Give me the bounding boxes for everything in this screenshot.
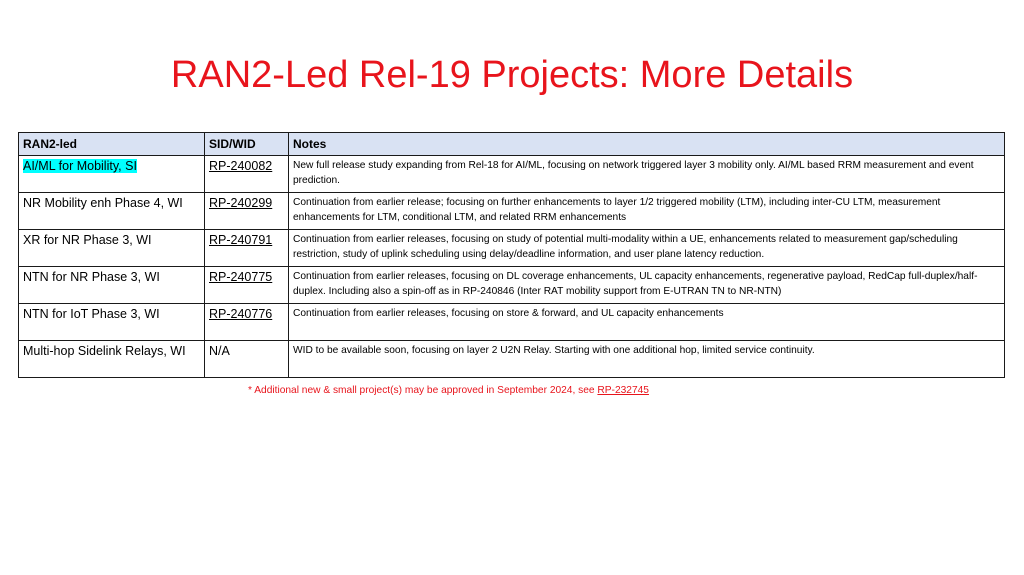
- sid-link[interactable]: RP-240082: [209, 159, 273, 173]
- notes-cell: Continuation from earlier releases, focusing on DL coverage enhancements, UL capacity enhancements, regenerative payload, RedCap full-duplex/half-duplex. Including also a spin-off as in RP-240846 (Inter RAT mobility support from E-UTRAN TN to NR-NTN): [289, 267, 1005, 304]
- notes-cell: Continuation from earlier releases, focusing on study of potential multi-modality within a UE, enhancements related to measurement gap/scheduling restriction, study of uplink scheduling using delay/deadline information, and user plane latency reduction.: [289, 230, 1005, 267]
- sid-cell: [205, 341, 289, 378]
- sid-link[interactable]: RP-240791: [209, 233, 273, 247]
- sid-value: N/A: [209, 344, 230, 358]
- project-name-cell: [19, 267, 205, 304]
- project-name-cell: [19, 193, 205, 230]
- notes-cell: WID to be available soon, focusing on layer 2 U2N Relay. Starting with one additional hop, limited service continuity.: [289, 341, 1005, 378]
- sid-cell: [205, 230, 289, 267]
- sid-link[interactable]: RP-240776: [209, 307, 273, 321]
- project-name-cell: [19, 156, 205, 193]
- project-name: NR Mobility enh Phase 4, WI: [23, 196, 183, 210]
- footnote-link[interactable]: RP-232745: [597, 385, 649, 396]
- header-notes: Notes: [289, 133, 1005, 156]
- table-row: [19, 267, 1005, 304]
- sid-cell: [205, 193, 289, 230]
- project-name: XR for NR Phase 3, WI: [23, 233, 152, 247]
- notes-cell: New full release study expanding from Rel-18 for AI/ML, focusing on network triggered layer 3 mobility only. AI/ML based RRM measurement and event prediction.: [289, 156, 1005, 193]
- table-row: [19, 156, 1005, 193]
- project-name: AI/ML for Mobility, SI: [23, 159, 137, 173]
- slide-title: RAN2-Led Rel-19 Projects: More Details: [170, 54, 854, 96]
- table-row: [19, 193, 1005, 230]
- sid-cell: [205, 304, 289, 341]
- footnote: [248, 385, 649, 396]
- project-name-cell: [19, 230, 205, 267]
- project-name-cell: [19, 341, 205, 378]
- project-name: NTN for NR Phase 3, WI: [23, 270, 160, 284]
- project-name-cell: [19, 304, 205, 341]
- project-name: Multi-hop Sidelink Relays, WI: [23, 344, 186, 358]
- table-row: [19, 304, 1005, 341]
- sid-link[interactable]: RP-240775: [209, 270, 273, 284]
- table-header-row: [19, 133, 1005, 156]
- notes-cell: Continuation from earlier releases, focusing on store & forward, and UL capacity enhancements: [289, 304, 1005, 341]
- table-row: [19, 230, 1005, 267]
- projects-table: [18, 132, 1005, 378]
- footnote-text: * Additional new & small project(s) may be approved in September 2024, see: [248, 385, 598, 396]
- sid-cell: [205, 267, 289, 304]
- header-ran2-led: RAN2-led: [19, 133, 205, 156]
- table-row: [19, 341, 1005, 378]
- project-name: NTN for IoT Phase 3, WI: [23, 307, 160, 321]
- sid-cell: [205, 156, 289, 193]
- header-sid-wid: SID/WID: [205, 133, 289, 156]
- sid-link[interactable]: RP-240299: [209, 196, 273, 210]
- notes-cell: Continuation from earlier release; focusing on further enhancements to layer 1/2 triggered mobility (LTM), including inter-CU LTM, measurement enhancements for LTM, conditional LTM, and related RRM enhancements: [289, 193, 1005, 230]
